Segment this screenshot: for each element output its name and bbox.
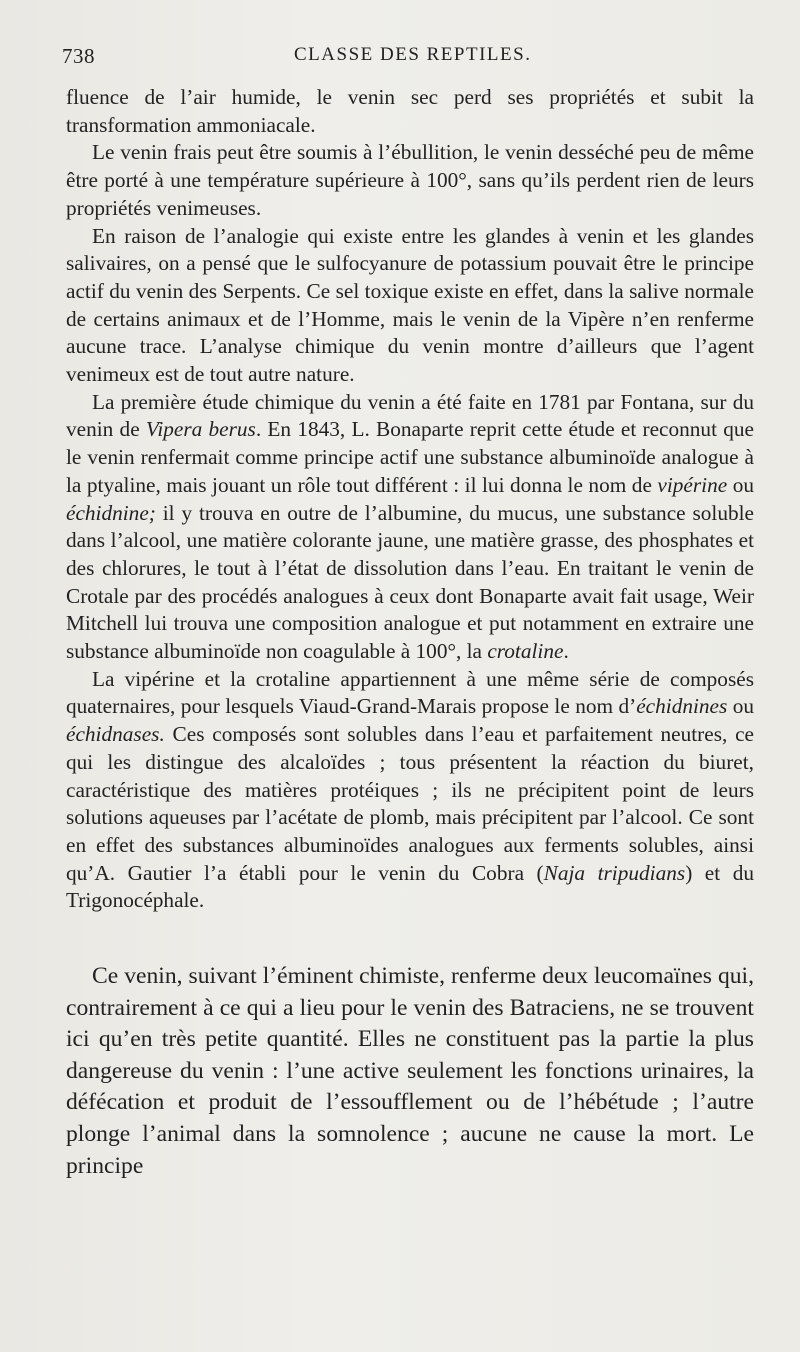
body-text xyxy=(66,84,754,1182)
text-run: En raison de l’analogie qui existe entre les glandes à venin et les glandes salivaires, on a pensé que le sulfocyanure de potassium pouvait être le principe actif du venin des Serpents. Ce sel toxique existe en effet, dans la salive normale de certains animaux et de l’Homme, mais le venin de la Vipère n’en renferme aucune trace. L’analyse chimique du venin montre d’ailleurs que l’agent venimeux est de tout autre nature. xyxy=(66,223,754,387)
text-run: . En 1843, L. Bonaparte reprit cette étude et reconnut que le venin renfermait comme principe actif une substance albuminoïde analogue à la ptyaline, mais jouant un rôle tout différent : il lui donna le nom de xyxy=(66,417,754,497)
section-gap xyxy=(66,915,754,961)
text-run: Ce venin, suivant l’éminent chimiste, renferme deux leucomaïnes qui, contrairement à ce qui a lieu pour le venin des Batraciens, ne se trouvent ici qu’en très petite quantité. Elles ne constituent pas la partie la plus dangereuse du venin : l’une active seulement les fonctions urinaires, la défécation et produit de l’essoufflement ou de l’hébétude ; l’autre plonge l’animal dans la somnolence ; aucune ne cause la mort. Le principe xyxy=(66,963,754,1179)
text-run: Le venin frais peut être soumis à l’ébullition, le venin desséché peu de même être porté à une température supérieure à 100°, sans qu’ils perdent rien de leurs propriétés venimeuses. xyxy=(66,140,754,220)
running-title: CLASSE DES REPTILES. xyxy=(294,44,532,65)
text-run: La première étude chimique du venin a été faite en 1781 par Fontana, sur du venin de xyxy=(66,389,754,442)
text-run: fluence de l’air humide, le venin sec perd ses propriétés et subit la transformation ammoniacale. xyxy=(66,85,754,137)
paragraph-p5 xyxy=(66,666,754,915)
text-run: ) et du Trigonocéphale. xyxy=(66,860,755,913)
paragraph-p2 xyxy=(66,139,754,222)
italic-term: Vipera berus xyxy=(145,417,256,442)
italic-term: échidnines xyxy=(636,694,728,719)
text-run: ou xyxy=(727,472,754,497)
page-header xyxy=(62,44,752,74)
text-run: ou xyxy=(727,694,754,719)
italic-term: échidnases. xyxy=(66,722,165,747)
italic-term: Naja tripudians xyxy=(543,860,686,885)
paragraph-p1 xyxy=(66,84,754,139)
paragraph-p3 xyxy=(66,223,754,389)
page-number: 738 xyxy=(62,44,95,68)
italic-term: vipérine xyxy=(657,472,728,497)
paragraph-p4 xyxy=(66,389,754,666)
text-run: Ces composés sont solubles dans l’eau et parfaitement neutres, ce qui les distingue des alcaloïdes ; tous présentent la réaction du biuret, caractéristique des matières protéiques ; ils ne précipitent point de leurs solutions aqueuses par l’acétate de plomb, mais précipitent par l’alcool. Ce sont en effet des substances albuminoïdes analogues aux ferments solubles, ainsi qu’A. Gautier l’a établi pour le venin du Cobra ( xyxy=(66,722,754,885)
italic-term: crotaline xyxy=(487,639,564,664)
text-run: La vipérine et la crotaline appartiennent à une même série de composés quaternaires, pour lesquels Viaud-Grand-Marais propose le nom d’ xyxy=(66,666,754,719)
paragraph-p6 xyxy=(66,961,754,1182)
italic-term: échidnine; xyxy=(66,500,156,525)
text-run: . xyxy=(563,639,569,664)
text-run: il y trouva en outre de l’albumine, du mucus, une substance soluble dans l’alcool, une matière colorante jaune, une matière grasse, des phosphates et des chlorures, le tout à l’état de dissolution dans l’eau. En traitant le venin de Crotale par des procédés analogues à ceux dont Bonaparte avait fait usage, Weir Mitchell lui trouva une composition analogue et put notamment en extraire une substance albuminoïde non coagulable à 100°, la xyxy=(66,500,754,664)
